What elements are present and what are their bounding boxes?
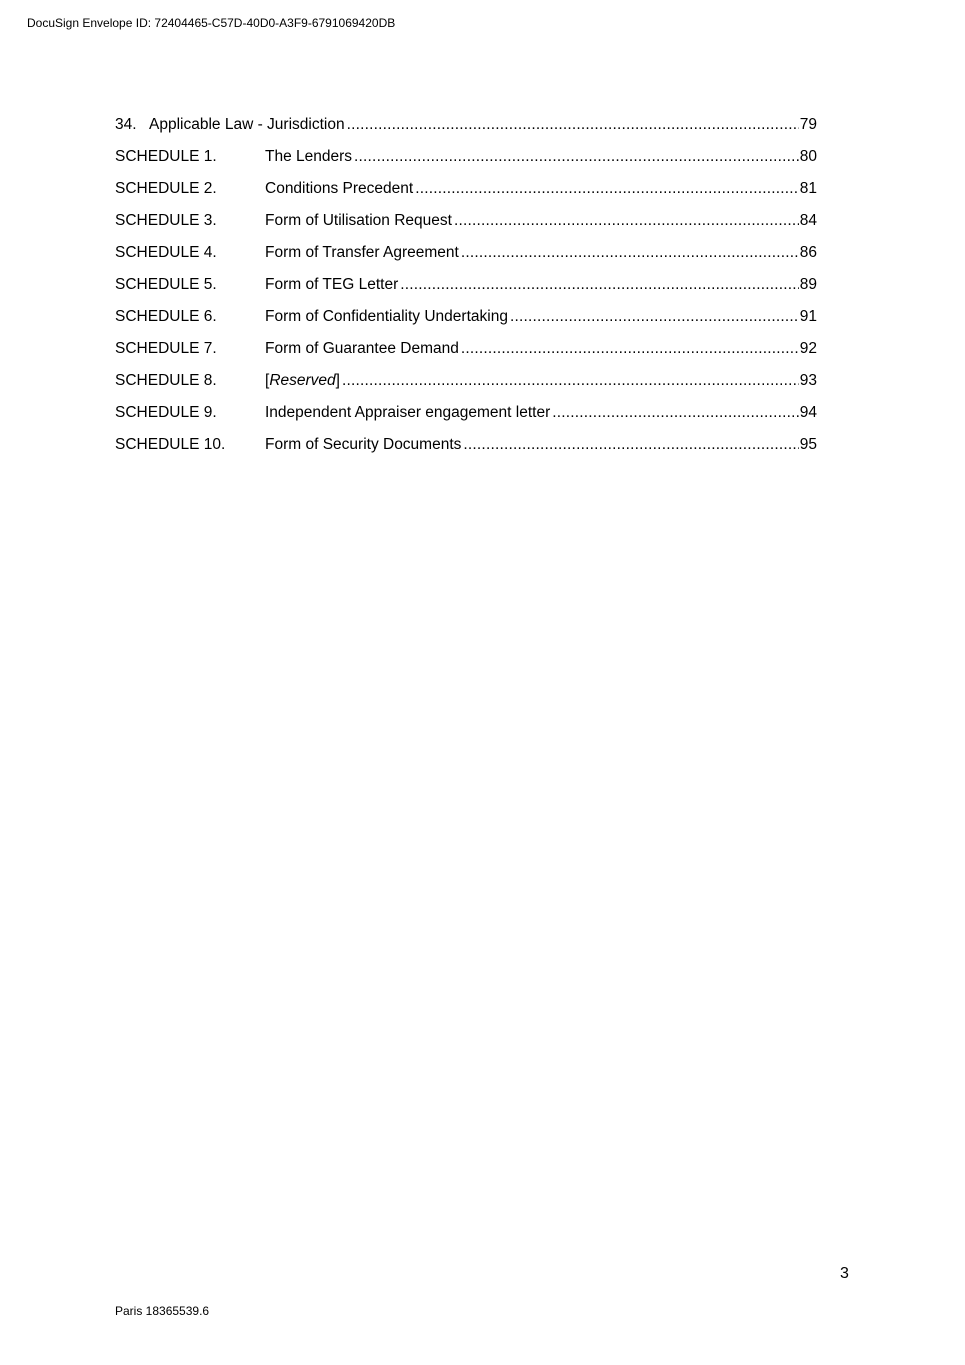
toc-entry-number: SCHEDULE 6. xyxy=(115,308,217,325)
toc-dot-leader xyxy=(347,115,799,135)
toc-entry-title: Applicable Law - Jurisdiction xyxy=(149,116,345,133)
toc-entry-number: SCHEDULE 1. xyxy=(115,148,217,165)
toc-entry-number: SCHEDULE 3. xyxy=(115,212,217,229)
toc-entry-schedule-4[interactable] xyxy=(115,243,817,275)
toc-entry-title: Conditions Precedent xyxy=(265,180,414,197)
toc-dot-leader xyxy=(463,435,798,455)
toc-entry-title xyxy=(265,371,340,391)
reserved-text: Reserved xyxy=(269,372,336,389)
toc-dot-leader xyxy=(342,371,799,391)
toc-entry-page: 84 xyxy=(799,212,817,229)
toc-entry-page: 86 xyxy=(799,244,817,261)
page-number: 3 xyxy=(840,1265,849,1282)
toc-entry-number: 34. xyxy=(115,116,137,133)
toc-entry-schedule-1[interactable] xyxy=(115,147,817,179)
toc-entry-title: Form of Security Documents xyxy=(265,436,462,453)
envelope-id: DocuSign Envelope ID: 72404465-C57D-40D0-A3F9-6791069420DB xyxy=(27,16,396,30)
toc-entry-page: 80 xyxy=(799,148,817,165)
toc-entry-schedule-5[interactable] xyxy=(115,275,817,307)
toc-dot-leader xyxy=(552,403,799,423)
toc-entry-title: Form of Confidentiality Undertaking xyxy=(265,308,508,325)
toc-entry-number: SCHEDULE 9. xyxy=(115,404,217,421)
toc-entry-page: 93 xyxy=(799,372,817,389)
toc-entry-number: SCHEDULE 2. xyxy=(115,180,217,197)
toc-dot-leader xyxy=(461,243,799,263)
toc-entry-title: Form of Transfer Agreement xyxy=(265,244,459,261)
toc-entry-schedule-7[interactable] xyxy=(115,339,817,371)
toc-entry-page: 95 xyxy=(799,436,817,453)
toc-entry-schedule-6[interactable] xyxy=(115,307,817,339)
toc-dot-leader xyxy=(354,147,799,167)
toc-entry-page: 94 xyxy=(799,404,817,421)
toc-entry-schedule-9[interactable] xyxy=(115,403,817,435)
toc-entry-page: 92 xyxy=(799,340,817,357)
toc-entry-number: SCHEDULE 5. xyxy=(115,276,217,293)
toc-entry-clause-34[interactable] xyxy=(115,115,817,147)
toc-entry-number: SCHEDULE 4. xyxy=(115,244,217,261)
toc-entry-title: Form of Guarantee Demand xyxy=(265,340,459,357)
toc-entry-title: The Lenders xyxy=(265,148,353,165)
toc-entry-number: SCHEDULE 8. xyxy=(115,372,217,389)
toc-entry-number: SCHEDULE 7. xyxy=(115,340,217,357)
bracket-open: [ xyxy=(265,372,270,389)
toc-entry-page: 79 xyxy=(799,116,817,133)
toc-entry-title: Independent Appraiser engagement letter xyxy=(265,404,551,421)
toc-entry-schedule-3[interactable] xyxy=(115,211,817,243)
toc-dot-leader xyxy=(454,211,799,231)
bracket-close: ] xyxy=(335,372,340,389)
toc-entry-title: Form of Utilisation Request xyxy=(265,212,452,229)
toc-entry-schedule-10[interactable] xyxy=(115,435,817,467)
toc-dot-leader xyxy=(461,339,799,359)
toc-entry-title: Form of TEG Letter xyxy=(265,276,399,293)
document-reference: Paris 18365539.6 xyxy=(115,1304,210,1318)
toc-entry-schedule-8[interactable] xyxy=(115,371,817,403)
toc-entry-page: 81 xyxy=(799,180,817,197)
toc-entry-schedule-2[interactable] xyxy=(115,179,817,211)
toc-entry-page: 89 xyxy=(799,276,817,293)
table-of-contents xyxy=(115,115,817,467)
toc-dot-leader xyxy=(400,275,799,295)
toc-dot-leader xyxy=(510,307,799,327)
toc-entry-number: SCHEDULE 10. xyxy=(115,436,226,453)
toc-entry-page: 91 xyxy=(799,308,817,325)
toc-dot-leader xyxy=(415,179,799,199)
